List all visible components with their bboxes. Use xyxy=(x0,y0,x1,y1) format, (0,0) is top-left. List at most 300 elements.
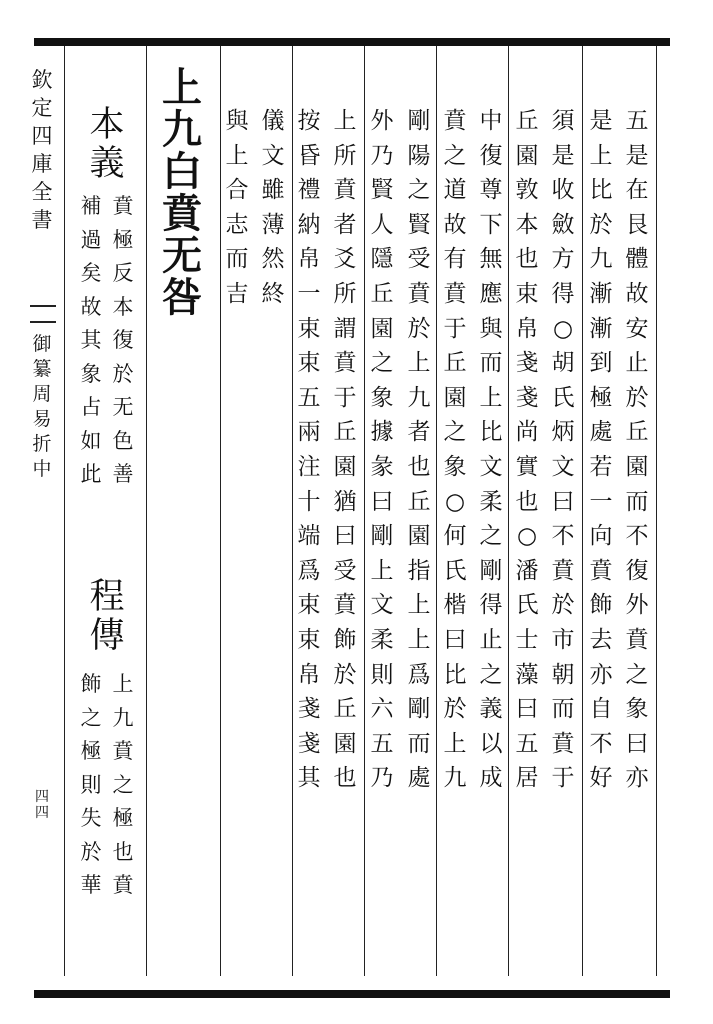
glyph: 剛 xyxy=(370,523,394,550)
glyph: 賁 xyxy=(333,350,357,377)
glyph: 謂 xyxy=(333,315,357,342)
chengzhuan-label xyxy=(86,577,128,658)
glyph: 戔 xyxy=(515,350,539,377)
glyph: 志 xyxy=(225,211,249,238)
glyph: 六 xyxy=(370,696,394,723)
glyph: 賁 xyxy=(333,177,357,204)
glyph: 之 xyxy=(370,350,394,377)
glyph: 文 xyxy=(479,453,503,480)
glyph: 所 xyxy=(333,280,357,307)
glyph: 好 xyxy=(589,765,613,792)
glyph: 氏 xyxy=(443,557,467,584)
glyph: 束 xyxy=(297,592,321,619)
glyph: 五 xyxy=(625,108,649,134)
glyph: 比 xyxy=(589,177,613,204)
glyph: 上 xyxy=(407,592,431,619)
glyph: 按 xyxy=(297,108,321,134)
glyph: 賢 xyxy=(407,211,431,238)
glyph: 一 xyxy=(297,280,321,307)
column-rule xyxy=(508,46,509,976)
text-column xyxy=(586,110,616,802)
glyph: 剛 xyxy=(479,557,503,584)
glyph: 於 xyxy=(407,315,431,342)
glyph: 斂 xyxy=(551,211,575,238)
text-column xyxy=(440,110,470,802)
text-column xyxy=(404,110,434,802)
glyph: 于 xyxy=(333,384,357,411)
glyph: 陽 xyxy=(407,142,431,169)
column-rule xyxy=(364,46,365,976)
glyph: 中 xyxy=(479,108,503,134)
glyph: 五 xyxy=(515,730,539,757)
glyph: 上 xyxy=(162,64,202,111)
glyph: 極 xyxy=(112,227,134,252)
glyph: 比 xyxy=(443,661,467,688)
glyph: 中 xyxy=(32,458,52,480)
text-column xyxy=(294,110,324,802)
glyph: 也 xyxy=(515,246,539,273)
glyph: 文 xyxy=(261,142,285,169)
glyph: 園 xyxy=(370,315,394,342)
glyph: 束 xyxy=(297,315,321,342)
text-column xyxy=(476,110,506,802)
glyph: 去 xyxy=(589,626,613,653)
glyph: 市 xyxy=(551,626,575,653)
glyph: 端 xyxy=(297,523,321,550)
glyph: 帛 xyxy=(297,246,321,273)
glyph: 无 xyxy=(112,395,134,419)
glyph: 飾 xyxy=(589,592,613,619)
glyph: 之 xyxy=(80,705,102,730)
glyph: 過 xyxy=(80,227,102,252)
glyph: 十 xyxy=(297,488,321,515)
glyph: 外 xyxy=(370,108,394,134)
glyph: 納 xyxy=(297,211,321,238)
text-column xyxy=(512,110,542,802)
glyph: 反 xyxy=(112,261,134,285)
column-rule xyxy=(436,46,437,976)
glyph: 華 xyxy=(80,873,102,897)
glyph: 敦 xyxy=(515,177,539,204)
glyph: 乃 xyxy=(370,142,394,169)
glyph: 剛 xyxy=(407,696,431,723)
glyph: 定 xyxy=(31,96,53,120)
margin-marker xyxy=(30,305,56,323)
glyph: 士 xyxy=(515,626,539,653)
glyph: 是 xyxy=(625,142,649,169)
glyph: 束 xyxy=(297,626,321,653)
glyph: 漸 xyxy=(589,315,613,342)
glyph: 指 xyxy=(407,557,431,584)
series-title xyxy=(31,335,53,485)
glyph: 極 xyxy=(589,384,613,411)
glyph: 賁 xyxy=(551,730,575,757)
glyph: 安 xyxy=(625,315,649,342)
glyph: 本 xyxy=(112,294,134,319)
glyph: 無 xyxy=(479,246,503,273)
glyph: 上 xyxy=(112,672,134,696)
glyph: 於 xyxy=(112,361,134,386)
glyph: 止 xyxy=(625,350,649,377)
glyph: 上 xyxy=(443,730,467,757)
glyph: 占 xyxy=(80,395,102,419)
glyph: 上 xyxy=(333,108,357,134)
glyph: 乃 xyxy=(370,765,394,792)
glyph: 然 xyxy=(261,246,285,273)
glyph: 實 xyxy=(515,453,539,480)
glyph: 收 xyxy=(551,177,575,204)
glyph: 義 xyxy=(89,144,125,184)
glyph: 上 xyxy=(225,142,249,169)
glyph: 禮 xyxy=(297,177,321,204)
glyph: 上 xyxy=(589,142,613,169)
glyph: 之 xyxy=(625,661,649,688)
glyph: 合 xyxy=(225,177,249,204)
glyph: 於 xyxy=(551,592,575,619)
glyph: 不 xyxy=(625,523,649,550)
book-title xyxy=(30,70,54,238)
glyph: 程 xyxy=(89,577,125,617)
glyph: 在 xyxy=(625,177,649,204)
glyph: ○ xyxy=(552,315,574,342)
text-column xyxy=(367,110,397,802)
glyph: 於 xyxy=(589,211,613,238)
glyph: 所 xyxy=(333,142,357,169)
glyph: 四 xyxy=(31,124,53,148)
glyph: 賁 xyxy=(162,190,202,237)
glyph: 吉 xyxy=(225,280,249,307)
glyph: 之 xyxy=(479,523,503,550)
glyph: 有 xyxy=(443,246,467,273)
glyph: 九 xyxy=(407,384,431,411)
section-heading xyxy=(158,64,206,321)
glyph: 尊 xyxy=(479,177,503,204)
column-rule xyxy=(64,46,65,976)
glyph: 飾 xyxy=(333,626,357,653)
glyph: 體 xyxy=(625,246,649,273)
glyph: 之 xyxy=(407,177,431,204)
glyph: 於 xyxy=(625,384,649,411)
glyph: 賁 xyxy=(112,739,134,763)
glyph: 園 xyxy=(625,453,649,480)
text-column xyxy=(548,110,578,802)
glyph: 注 xyxy=(297,453,321,480)
glyph: 丘 xyxy=(443,350,467,377)
glyph: 比 xyxy=(479,419,503,446)
glyph: 柔 xyxy=(370,626,394,653)
glyph: 戔 xyxy=(297,730,321,757)
glyph: 戔 xyxy=(515,384,539,411)
glyph: 御 xyxy=(32,333,52,355)
glyph: 須 xyxy=(551,108,575,134)
glyph: 九 xyxy=(112,705,134,730)
glyph: 終 xyxy=(261,280,285,307)
glyph: 炳 xyxy=(551,419,575,446)
glyph: 復 xyxy=(625,557,649,584)
glyph: 爻 xyxy=(333,246,357,273)
glyph: ○ xyxy=(516,523,538,550)
glyph: 九 xyxy=(162,106,202,153)
glyph: 上 xyxy=(479,384,503,411)
glyph: 丘 xyxy=(333,419,357,446)
glyph: 折 xyxy=(32,433,52,455)
glyph: ○ xyxy=(444,488,466,515)
glyph: 何 xyxy=(443,523,467,550)
glyph: 也 xyxy=(407,453,431,480)
glyph: 賁 xyxy=(333,592,357,619)
glyph: 全 xyxy=(31,180,53,204)
glyph: 失 xyxy=(80,806,102,830)
benyi-line xyxy=(78,196,104,498)
glyph: 庫 xyxy=(31,152,53,176)
glyph: 園 xyxy=(333,453,357,480)
glyph: 丘 xyxy=(515,108,539,134)
glyph: 隱 xyxy=(370,246,394,273)
glyph: 曰 xyxy=(333,523,357,550)
glyph: 帛 xyxy=(297,661,321,688)
glyph: 也 xyxy=(515,488,539,515)
glyph: 賢 xyxy=(370,177,394,204)
glyph: 賁 xyxy=(589,557,613,584)
glyph: 飾 xyxy=(80,672,102,696)
glyph: 園 xyxy=(443,384,467,411)
glyph: 曰 xyxy=(443,626,467,653)
glyph: 如 xyxy=(80,428,102,453)
glyph: 曰 xyxy=(515,696,539,723)
glyph: 象 xyxy=(80,361,102,386)
glyph: 丘 xyxy=(333,696,357,723)
glyph: 于 xyxy=(551,765,575,792)
glyph: 无 xyxy=(162,232,202,279)
glyph: 儀 xyxy=(261,108,285,134)
glyph: 猶 xyxy=(333,488,357,515)
glyph: 故 xyxy=(443,211,467,238)
glyph: 尚 xyxy=(515,419,539,446)
glyph: 亦 xyxy=(589,661,613,688)
text-column xyxy=(330,110,360,802)
glyph: 四 xyxy=(35,789,49,805)
glyph: 丘 xyxy=(370,280,394,307)
glyph: 欽 xyxy=(31,68,53,92)
glyph: 于 xyxy=(443,315,467,342)
chengzhuan-line xyxy=(78,674,104,909)
column-rule xyxy=(146,46,147,976)
glyph: 雖 xyxy=(261,177,285,204)
glyph: 外 xyxy=(625,592,649,619)
glyph: 而 xyxy=(551,696,575,723)
glyph: 賁 xyxy=(112,194,134,218)
glyph: 方 xyxy=(551,246,575,273)
glyph: 九 xyxy=(443,765,467,792)
glyph: 之 xyxy=(443,419,467,446)
glyph: 園 xyxy=(407,523,431,550)
glyph: 復 xyxy=(112,328,134,352)
column-rule xyxy=(656,46,657,976)
glyph: 極 xyxy=(80,739,102,763)
text-column xyxy=(622,110,652,802)
glyph: 故 xyxy=(625,280,649,307)
benyi-label xyxy=(86,105,128,186)
glyph: 本 xyxy=(89,105,125,145)
column-rule xyxy=(582,46,583,976)
glyph: 則 xyxy=(370,661,394,688)
glyph: 若 xyxy=(589,453,613,480)
glyph: 得 xyxy=(551,280,575,307)
glyph: 則 xyxy=(80,772,102,797)
column-rule xyxy=(292,46,293,976)
glyph: 得 xyxy=(479,592,503,619)
glyph: 是 xyxy=(551,142,575,169)
glyph: 是 xyxy=(589,108,613,134)
glyph: 賁 xyxy=(443,280,467,307)
glyph: 於 xyxy=(80,839,102,864)
glyph: 薄 xyxy=(261,211,285,238)
glyph: 義 xyxy=(479,696,503,723)
glyph: 文 xyxy=(370,592,394,619)
benyi-line xyxy=(110,196,136,498)
glyph: 賁 xyxy=(407,280,431,307)
glyph: 九 xyxy=(589,246,613,273)
glyph: 象 xyxy=(625,696,649,723)
glyph: 曰 xyxy=(625,730,649,757)
glyph: 上 xyxy=(407,350,431,377)
glyph: 極 xyxy=(112,806,134,830)
column-rule xyxy=(220,46,221,976)
glyph: 園 xyxy=(515,142,539,169)
text-column xyxy=(258,110,288,318)
glyph: 也 xyxy=(112,839,134,864)
glyph: 與 xyxy=(225,108,249,134)
glyph: 其 xyxy=(80,328,102,352)
glyph: 成 xyxy=(479,765,503,792)
glyph: 賁 xyxy=(443,108,467,134)
chengzhuan-line xyxy=(110,674,136,909)
glyph: 藻 xyxy=(515,661,539,688)
glyph: 上 xyxy=(370,557,394,584)
glyph: 胡 xyxy=(551,350,575,377)
glyph: 而 xyxy=(225,246,249,273)
glyph: 應 xyxy=(479,280,503,307)
glyph: 丘 xyxy=(407,488,431,515)
glyph: 賁 xyxy=(112,873,134,897)
glyph: 善 xyxy=(112,462,134,486)
glyph: 賁 xyxy=(551,557,575,584)
glyph: 一 xyxy=(589,488,613,515)
glyph: 傳 xyxy=(89,616,125,656)
glyph: 受 xyxy=(407,246,431,273)
glyph: 象 xyxy=(443,453,467,480)
glyph: 丘 xyxy=(625,419,649,446)
text-column xyxy=(222,110,252,318)
glyph: 戔 xyxy=(297,696,321,723)
glyph: 處 xyxy=(407,765,431,792)
glyph: 之 xyxy=(112,772,134,797)
glyph: 以 xyxy=(479,730,503,757)
glyph: 亦 xyxy=(625,765,649,792)
glyph: 補 xyxy=(80,194,102,218)
glyph: 於 xyxy=(443,696,467,723)
glyph: 爲 xyxy=(297,557,321,584)
glyph: 四 xyxy=(35,805,49,821)
glyph: 本 xyxy=(515,211,539,238)
glyph: 楷 xyxy=(443,592,467,619)
glyph: 與 xyxy=(479,315,503,342)
glyph: 文 xyxy=(551,453,575,480)
glyph: 賁 xyxy=(625,626,649,653)
glyph: 之 xyxy=(479,661,503,688)
glyph: 自 xyxy=(589,696,613,723)
glyph: 剛 xyxy=(407,108,431,134)
glyph: 艮 xyxy=(625,211,649,238)
glyph: 色 xyxy=(112,428,134,453)
glyph: 帛 xyxy=(515,315,539,342)
glyph: 園 xyxy=(333,730,357,757)
glyph: 止 xyxy=(479,626,503,653)
page-number xyxy=(34,790,50,822)
glyph: 周 xyxy=(32,383,52,405)
glyph: 到 xyxy=(589,350,613,377)
glyph: 氏 xyxy=(515,592,539,619)
glyph: 漸 xyxy=(589,280,613,307)
glyph: 束 xyxy=(297,350,321,377)
glyph: 五 xyxy=(370,730,394,757)
glyph: 曰 xyxy=(370,488,394,515)
glyph: 處 xyxy=(589,419,613,446)
glyph: 者 xyxy=(333,211,357,238)
glyph: 人 xyxy=(370,211,394,238)
glyph: 昏 xyxy=(297,142,321,169)
glyph: 纂 xyxy=(32,358,52,380)
glyph: 書 xyxy=(31,208,53,232)
glyph: 彖 xyxy=(370,453,394,480)
glyph: 咎 xyxy=(162,274,202,321)
glyph: 曰 xyxy=(551,488,575,515)
glyph: 其 xyxy=(297,765,321,792)
glyph: 兩 xyxy=(297,419,321,446)
glyph: 故 xyxy=(80,294,102,319)
glyph: 潘 xyxy=(515,557,539,584)
glyph: 束 xyxy=(515,280,539,307)
glyph: 此 xyxy=(80,462,102,486)
glyph: 而 xyxy=(625,488,649,515)
glyph: 而 xyxy=(479,350,503,377)
glyph: 受 xyxy=(333,557,357,584)
glyph: 而 xyxy=(407,730,431,757)
glyph: 白 xyxy=(162,148,202,195)
glyph: 據 xyxy=(370,419,394,446)
glyph: 之 xyxy=(443,142,467,169)
glyph: 復 xyxy=(479,142,503,169)
glyph: 矣 xyxy=(80,261,102,285)
glyph: 象 xyxy=(370,384,394,411)
glyph: 朝 xyxy=(551,661,575,688)
glyph: 不 xyxy=(551,523,575,550)
glyph: 也 xyxy=(333,765,357,792)
glyph: 者 xyxy=(407,419,431,446)
glyph: 不 xyxy=(589,730,613,757)
glyph: 柔 xyxy=(479,488,503,515)
glyph: 爲 xyxy=(407,661,431,688)
glyph: 於 xyxy=(333,661,357,688)
glyph: 五 xyxy=(297,384,321,411)
glyph: 居 xyxy=(515,765,539,792)
glyph: 道 xyxy=(443,177,467,204)
glyph: 下 xyxy=(479,211,503,238)
glyph: 向 xyxy=(589,523,613,550)
glyph: 氏 xyxy=(551,384,575,411)
glyph: 上 xyxy=(407,626,431,653)
glyph: 易 xyxy=(32,408,52,430)
